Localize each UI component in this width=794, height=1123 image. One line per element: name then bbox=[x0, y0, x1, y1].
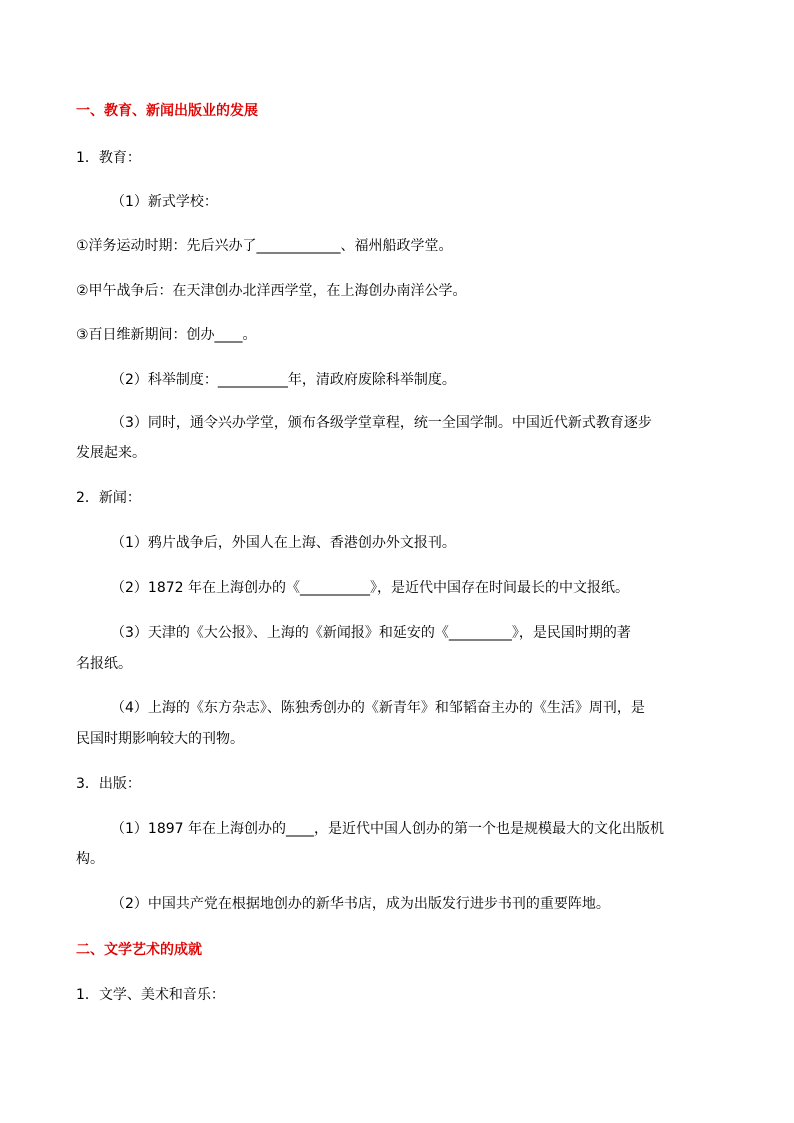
paragraph-line: （1）新式学校： bbox=[111, 194, 218, 210]
paragraph-line: （4）上海的《东方杂志》、陈独秀创办的《新青年》和邹韬奋主办的《生活》周刊，是 bbox=[111, 700, 645, 716]
paragraph-line: 构。 bbox=[76, 851, 104, 867]
paragraph-line: ①洋务运动时期：先后兴办了____________、福州船政学堂。 bbox=[76, 238, 453, 254]
paragraph-line: 民国时期影响较大的刊物。 bbox=[76, 731, 244, 747]
subsection-title: 3．出版： bbox=[76, 776, 141, 792]
subsection-title: 1．教育： bbox=[76, 150, 141, 166]
subsection-title: 2．新闻： bbox=[76, 490, 141, 506]
paragraph-line: 发展起来。 bbox=[76, 445, 146, 461]
paragraph-line: ②甲午战争后：在天津创办北洋西学堂，在上海创办南洋公学。 bbox=[76, 283, 467, 299]
paragraph-line: 名报纸。 bbox=[76, 656, 132, 672]
paragraph-line: （2）科举制度：__________年，清政府废除科举制度。 bbox=[111, 372, 456, 388]
paragraph-line: ③百日维新期间：创办____。 bbox=[76, 327, 257, 343]
paragraph-line: （2）1872 年在上海创办的《__________》，是近代中国存在时间最长的中文报纸。 bbox=[111, 580, 629, 596]
paragraph-line: （3）同时，通令兴办学堂，颁布各级学堂章程，统一全国学制。中国近代新式教育逐步 bbox=[111, 415, 652, 431]
paragraph-line: （3）天津的《大公报》、上海的《新闻报》和延安的《_________》，是民国时期的著 bbox=[111, 625, 631, 641]
section-heading: 二、文学艺术的成就 bbox=[76, 942, 202, 958]
paragraph-line: （2）中国共产党在根据地创办的新华书店，成为出版发行进步书刊的重要阵地。 bbox=[111, 896, 610, 912]
paragraph-line: （1）1897 年在上海创办的____，是近代中国人创办的第一个也是规模最大的文化出版机 bbox=[111, 821, 664, 837]
paragraph-line: （1）鸦片战争后，外国人在上海、香港创办外文报刊。 bbox=[111, 535, 456, 551]
section-heading: 一、教育、新闻出版业的发展 bbox=[76, 103, 258, 119]
subsection-title: 1．文学、美术和音乐： bbox=[76, 987, 225, 1003]
